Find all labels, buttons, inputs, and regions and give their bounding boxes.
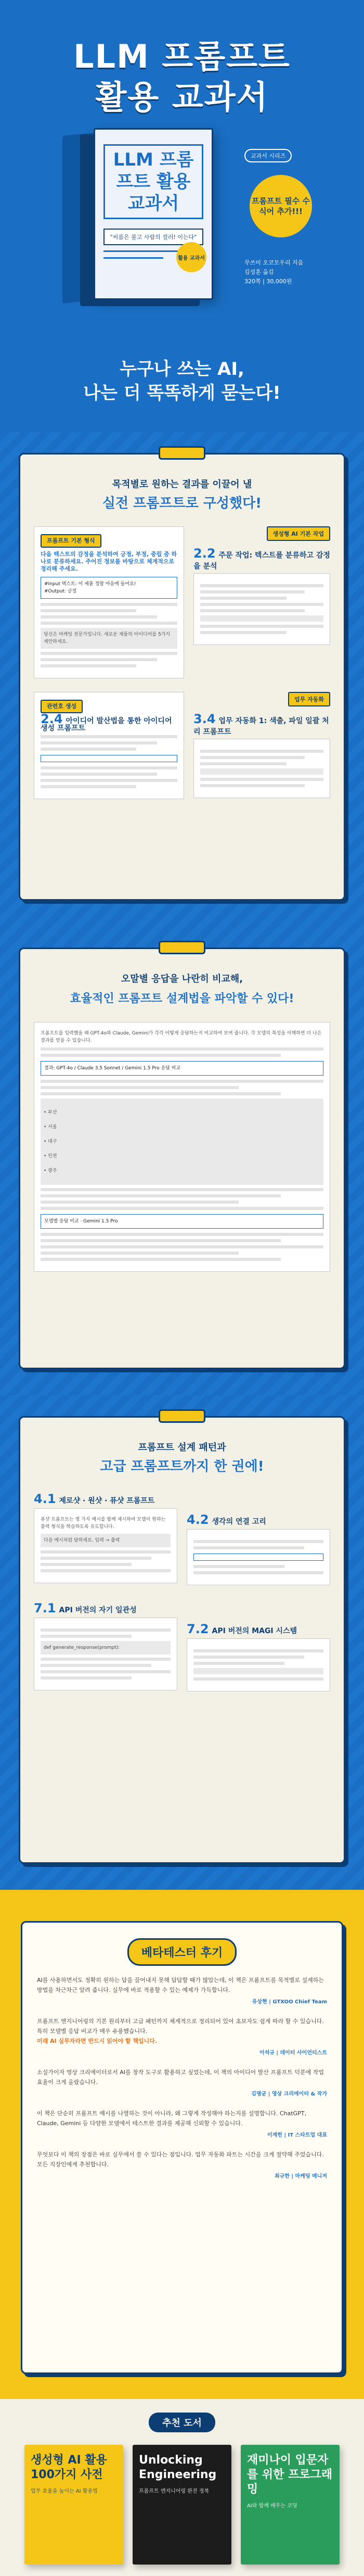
recommend-book-1[interactable] (24, 2445, 123, 2565)
book-cover-title: LLM 프롬프트 활용 교과서 (103, 144, 203, 219)
review-text: 소설가이자 영상 크리에이터로서 AI를 창작 도구로 활용하고 싶었는데, 이 책의 아이디어 발산 프롬프트 덕분에 작업 효율이 크게 올랐습니다. (37, 2069, 324, 2086)
heading-line2: 실전 프롬프트로 구성했다! (102, 496, 262, 511)
review-item (37, 2108, 327, 2140)
book-subtitle: 업무 효율을 높이는 AI 활용법 (31, 2489, 98, 2494)
chapter-title-c (193, 712, 330, 737)
pattern-para: 퓨샷 프롬프트는 몇 가지 예시를 함께 제시하여 모델이 원하는 출력 형식을 학습하도록 유도합니다. (41, 1517, 166, 1530)
book-title: 재미나이 입문자를 위한 프로그래밍 (247, 2454, 333, 2496)
review-author: 최규한 | 마케팅 매니저 (274, 2174, 327, 2179)
chapter-number: 2.4 (41, 712, 63, 726)
hero-section (0, 0, 364, 432)
pattern-left-2 (34, 1599, 177, 1690)
section-heading (34, 1438, 330, 1476)
feature-section-2 (0, 927, 364, 1395)
pattern-code-2: def generate_response(prompt): (41, 1641, 171, 1655)
reviews-heading: 베타테스터 후기 (127, 1938, 237, 1966)
feature-badge: 프롬프트 필수 수식어 추가!!! (250, 175, 312, 237)
feature-card-1 (19, 453, 345, 901)
pattern-pages-row-2 (34, 1599, 330, 1691)
book-spine (62, 133, 94, 304)
author-line: 무쓰미 오코모우리 지음 (244, 259, 304, 266)
feature-section-3 (0, 1395, 364, 1890)
list-item: • 인천 (44, 1154, 57, 1159)
hero-tagline (0, 357, 364, 405)
book-subtitle: 프롬프트 엔지니어링 완전 정복 (139, 2489, 210, 2494)
review-item (37, 2150, 327, 2181)
card-tab (159, 446, 205, 460)
reviews-section (0, 1890, 364, 2399)
chapter-number: 7.1 (34, 1601, 56, 1615)
review-item (37, 1975, 327, 2007)
pattern-pages-row (34, 1489, 330, 1585)
chapter-text: API 버전의 자기 일관성 (59, 1606, 137, 1614)
pattern-left (34, 1489, 177, 1583)
feature-card-2 (19, 948, 345, 1369)
recommend-books (0, 2445, 364, 2565)
card-tab (159, 1409, 205, 1423)
prompt-example: 당신은 마케팅 전문가입니다. 새로운 제품의 아이디어를 5가지 제안하세요. (41, 628, 177, 649)
callout-basic: 프롬프트 기본 형식 (41, 534, 101, 548)
book-meta (244, 258, 333, 286)
chapter-title-a (34, 1492, 177, 1506)
tagline-line2: 나는 더 똑똑하게 묻는다! (83, 383, 281, 403)
chapter-text: 생각의 연결 고리 (212, 1518, 266, 1526)
translator-line: 김성훈 옮김 (244, 269, 274, 275)
recommend-book-3[interactable] (241, 2445, 340, 2565)
review-text: 프롬프트 엔지니어링의 기본 원리부터 고급 패턴까지 체계적으로 정리되어 있어 초보자도 쉽게 따라 할 수 있습니다. 특히 모델별 응답 비교가 매우 유용했습니다. (37, 2018, 324, 2035)
book-badge: 활용 교과서 (176, 242, 206, 272)
list-item: • 대구 (44, 1139, 57, 1144)
section-heading (34, 475, 330, 513)
book-cover-subtitle: "씨름은 불고 사람의 컬러! 이는다" (103, 229, 203, 245)
chapter-text: 업무 자동화 1: 색출, 파일 일괄 처리 프롬프트 (193, 717, 329, 736)
sample-page-right-2 (193, 692, 330, 798)
review-author: 김명균 | 영상 크리에이터 & 작가 (251, 2091, 327, 2097)
sample-pages-row-2 (34, 692, 330, 799)
heading-line1: 오말별 응답을 나란히 비교해, (121, 974, 243, 984)
book-title: 생성형 AI 활용 100가지 사전 (31, 2454, 107, 2481)
book-subtitle: AI와 함께 배우는 코딩 (247, 2503, 297, 2509)
chapter-title-b (187, 1512, 330, 1527)
hero-title (0, 0, 364, 118)
sample-pages-row (34, 526, 330, 678)
review-text: 이 책은 단순히 프롬프트 예시를 나열하는 것이 아니라, 왜 그렇게 작성해야 하는지를 설명합니다. ChatGPT, Claude, Gemini 등 다양한 모델에서 테스트한 결과를 제공해 신뢰할 수 있습니다. (37, 2110, 306, 2127)
section-heading (34, 970, 330, 1008)
chapter-text: 주문 작업: 텍스트를 분류하고 감정을 분석 (193, 551, 330, 571)
chapter-text: API 버전의 MAGI 시스템 (212, 1627, 297, 1635)
city-list (41, 1098, 323, 1185)
chapter-number: 2.2 (193, 546, 216, 561)
sample-page (193, 573, 330, 645)
sample-page (193, 739, 330, 798)
review-text: 무엇보다 이 책의 장점은 바로 실무에서 쓸 수 있다는 점입니다. 업무 자동화 파트는 시간을 크게 절약해 주었습니다. 모든 직장인에게 추천합니다. (37, 2151, 324, 2168)
tagline-line1: 누구나 쓰는 AI, (120, 359, 244, 380)
recommend-section (0, 2399, 364, 2576)
review-item (37, 2067, 327, 2099)
book-cover-rule (103, 257, 163, 259)
chapter-title-d (187, 1622, 330, 1636)
chapter-text: 아이디어 발산법을 통한 아이디어 생성 프롬프트 (41, 717, 172, 733)
list-item: • 서울 (44, 1125, 57, 1130)
heading-line2: 효율적인 프롬프트 설계법을 파악할 수 있다! (70, 992, 294, 1005)
hero-book-area (0, 118, 364, 347)
comparison-box: 결과: GPT-4o / Claude 3.5 Sonnet / Gemini 1.5 Pro 응답 비교 (41, 1061, 323, 1076)
hero-title-line2: 활용 교과서 (95, 78, 269, 116)
chapter-number: 4.1 (34, 1492, 56, 1506)
chapter-title-b (41, 712, 177, 733)
chapter-number: 7.2 (187, 1622, 209, 1636)
list-item: • 부산 (44, 1110, 57, 1115)
pattern-code: 다음 예시처럼 답하세요. 입력 → 출력 (41, 1534, 171, 1547)
sample-para: 다음 텍스트의 감정을 분석하여 긍정, 부정, 중립 중 하나로 분류하세요. 주어진 정보를 바탕으로 체계적으로 정리해 주세요. (41, 551, 177, 572)
chapter-text: 제로샷 · 원샷 · 퓨샷 프롬프트 (59, 1497, 155, 1505)
series-pill: 교과서 시리즈 (244, 149, 292, 162)
sample-page-left (34, 526, 184, 678)
reviews-card (21, 1921, 343, 2374)
sample-page (187, 1638, 330, 1691)
pattern-right-2 (187, 1620, 330, 1691)
heading-line2: 고급 프롬프트까지 한 권에! (100, 1459, 264, 1474)
prompt-box: #Input 텍스트: 이 제품 정말 마음에 들어요! #Output: 긍정 (41, 577, 177, 599)
chapter-title-c (34, 1601, 177, 1615)
sample-page (187, 1529, 330, 1585)
book-title: Unlocking Engineering (139, 2454, 217, 2481)
review-author: 유상현 | GTXOO Chief Team (252, 1999, 327, 2005)
sample-page (34, 1508, 177, 1583)
list-item: • 광주 (44, 1168, 57, 1173)
recommend-book-2[interactable] (133, 2445, 231, 2565)
feature-card-3 (19, 1416, 345, 1864)
feature-section-1 (0, 432, 364, 927)
recommend-heading: 추천 도서 (149, 2413, 215, 2432)
price-line: 320쪽 | 30,000원 (244, 278, 292, 285)
chapter-number: 3.4 (193, 712, 216, 726)
sample-page-left-2 (34, 692, 184, 799)
heading-line1: 프롬프트 설계 패턴과 (138, 1442, 226, 1453)
sample-page-right (193, 526, 330, 645)
review-highlight: 미래 AI 실무자라면 반드시 읽어야 할 책입니다. (37, 2038, 158, 2044)
comparison-page (34, 1022, 330, 1272)
hero-side-info (244, 149, 333, 286)
review-text: AI를 사용하면서도 정확히 원하는 답을 끌어내지 못해 답답할 때가 많았는데, 이 책은 프롬프트를 목적별로 설계하는 방법을 차근차근 알려 줍니다. 실무에 바로 적용할 수 있는 예제가 가득합니다. (37, 1977, 324, 1993)
heading-line1: 목적별로 원하는 결과를 이끌어 낼 (112, 479, 252, 490)
callout-gen-ai: 생성형 AI 기본 작업 (267, 526, 330, 541)
callout-advanced: 관련호 생성 (41, 700, 83, 713)
hero-title-line1: LLM 프롬프트 (73, 37, 291, 75)
review-item (37, 2016, 327, 2058)
comparison-para: 프롬프트를 입력했을 때 GPT-4o와 Claude, Gemini가 각각 어떻게 응답하는지 비교하여 보여 줍니다. 각 모델의 특성을 이해하면 더 나은 결과를 얻을 수 있습니다. (41, 1031, 322, 1043)
chapter-number: 4.2 (187, 1512, 209, 1527)
card-tab (159, 941, 205, 954)
chapter-title-a (193, 546, 330, 571)
review-author: 이석규 | 데이터 사이언티스트 (259, 2050, 327, 2056)
book-cover (94, 128, 213, 300)
review-author: 이재헌 | IT 스타트업 대표 (267, 2132, 327, 2138)
callout-work: 업무 자동화 (288, 692, 330, 706)
comparison-box-2: 모델별 응답 비교 · Gemini 1.5 Pro (41, 1214, 323, 1229)
sample-page (34, 1618, 177, 1690)
pattern-right (187, 1510, 330, 1585)
